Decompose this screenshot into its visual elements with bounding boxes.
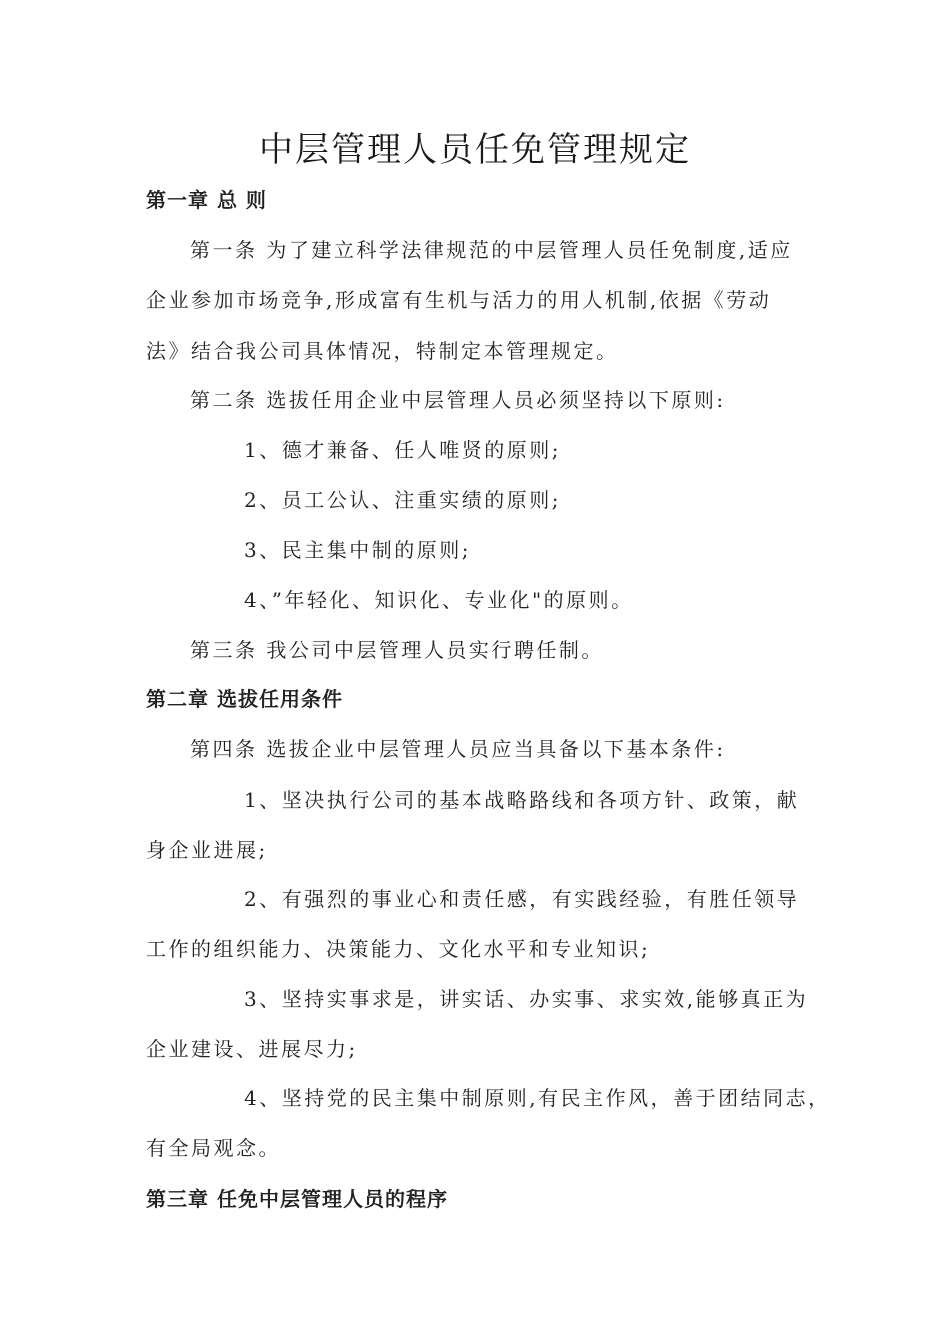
condition-3-line-2: 企业建设、进展尽力; xyxy=(146,1037,358,1061)
principle-4: 4、”年轻化、知识化、专业化"的原则。 xyxy=(244,588,634,612)
article-1-line-2: 企业参加市场竞争,形成富有生机与活力的用人机制,依据《劳动 xyxy=(146,288,772,312)
condition-2-line-2: 工作的组织能力、决策能力、文化水平和专业知识; xyxy=(146,937,651,961)
article-1-line-3: 法》结合我公司具体情况，特制定本管理规定。 xyxy=(146,339,619,363)
article-1-line-1: 第一条 为了建立科学法律规范的中层管理人员任免制度,适应 xyxy=(190,238,793,262)
article-4-line-1: 第四条 选拔企业中层管理人员应当具备以下基本条件: xyxy=(190,737,726,761)
condition-3-line-1: 3、坚持实事求是，讲实话、办实事、求实效,能够真正为 xyxy=(244,987,809,1011)
principle-1: 1、德才兼备、任人唯贤的原则; xyxy=(244,438,561,462)
article-3-line-1: 第三条 我公司中层管理人员实行聘任制。 xyxy=(190,638,604,662)
condition-1-line-1: 1、坚决执行公司的基本战略路线和各项方针、政策，献 xyxy=(244,788,800,812)
principle-3: 3、民主集中制的原则; xyxy=(244,538,471,562)
condition-2-line-1: 2、有强烈的事业心和责任感，有实践经验，有胜任领导 xyxy=(244,887,800,911)
chapter-heading-3: 第三章 任免中层管理人员的程序 xyxy=(146,1187,448,1211)
chapter-heading-2: 第二章 选拔任用条件 xyxy=(146,687,343,711)
chapter-heading-1: 第一章 总 则 xyxy=(146,188,267,212)
principle-2: 2、员工公认、注重实绩的原则; xyxy=(244,488,561,512)
condition-4-line-2: 有全局观念。 xyxy=(146,1136,281,1160)
condition-1-line-2: 身企业进展; xyxy=(146,838,268,862)
document-title: 中层管理人员任免管理规定 xyxy=(259,130,691,170)
article-2-line-1: 第二条 选拔任用企业中层管理人员必须坚持以下原则: xyxy=(190,388,726,412)
condition-4-line-1: 4、坚持党的民主集中制原则,有民主作风，善于团结同志， xyxy=(244,1086,831,1110)
